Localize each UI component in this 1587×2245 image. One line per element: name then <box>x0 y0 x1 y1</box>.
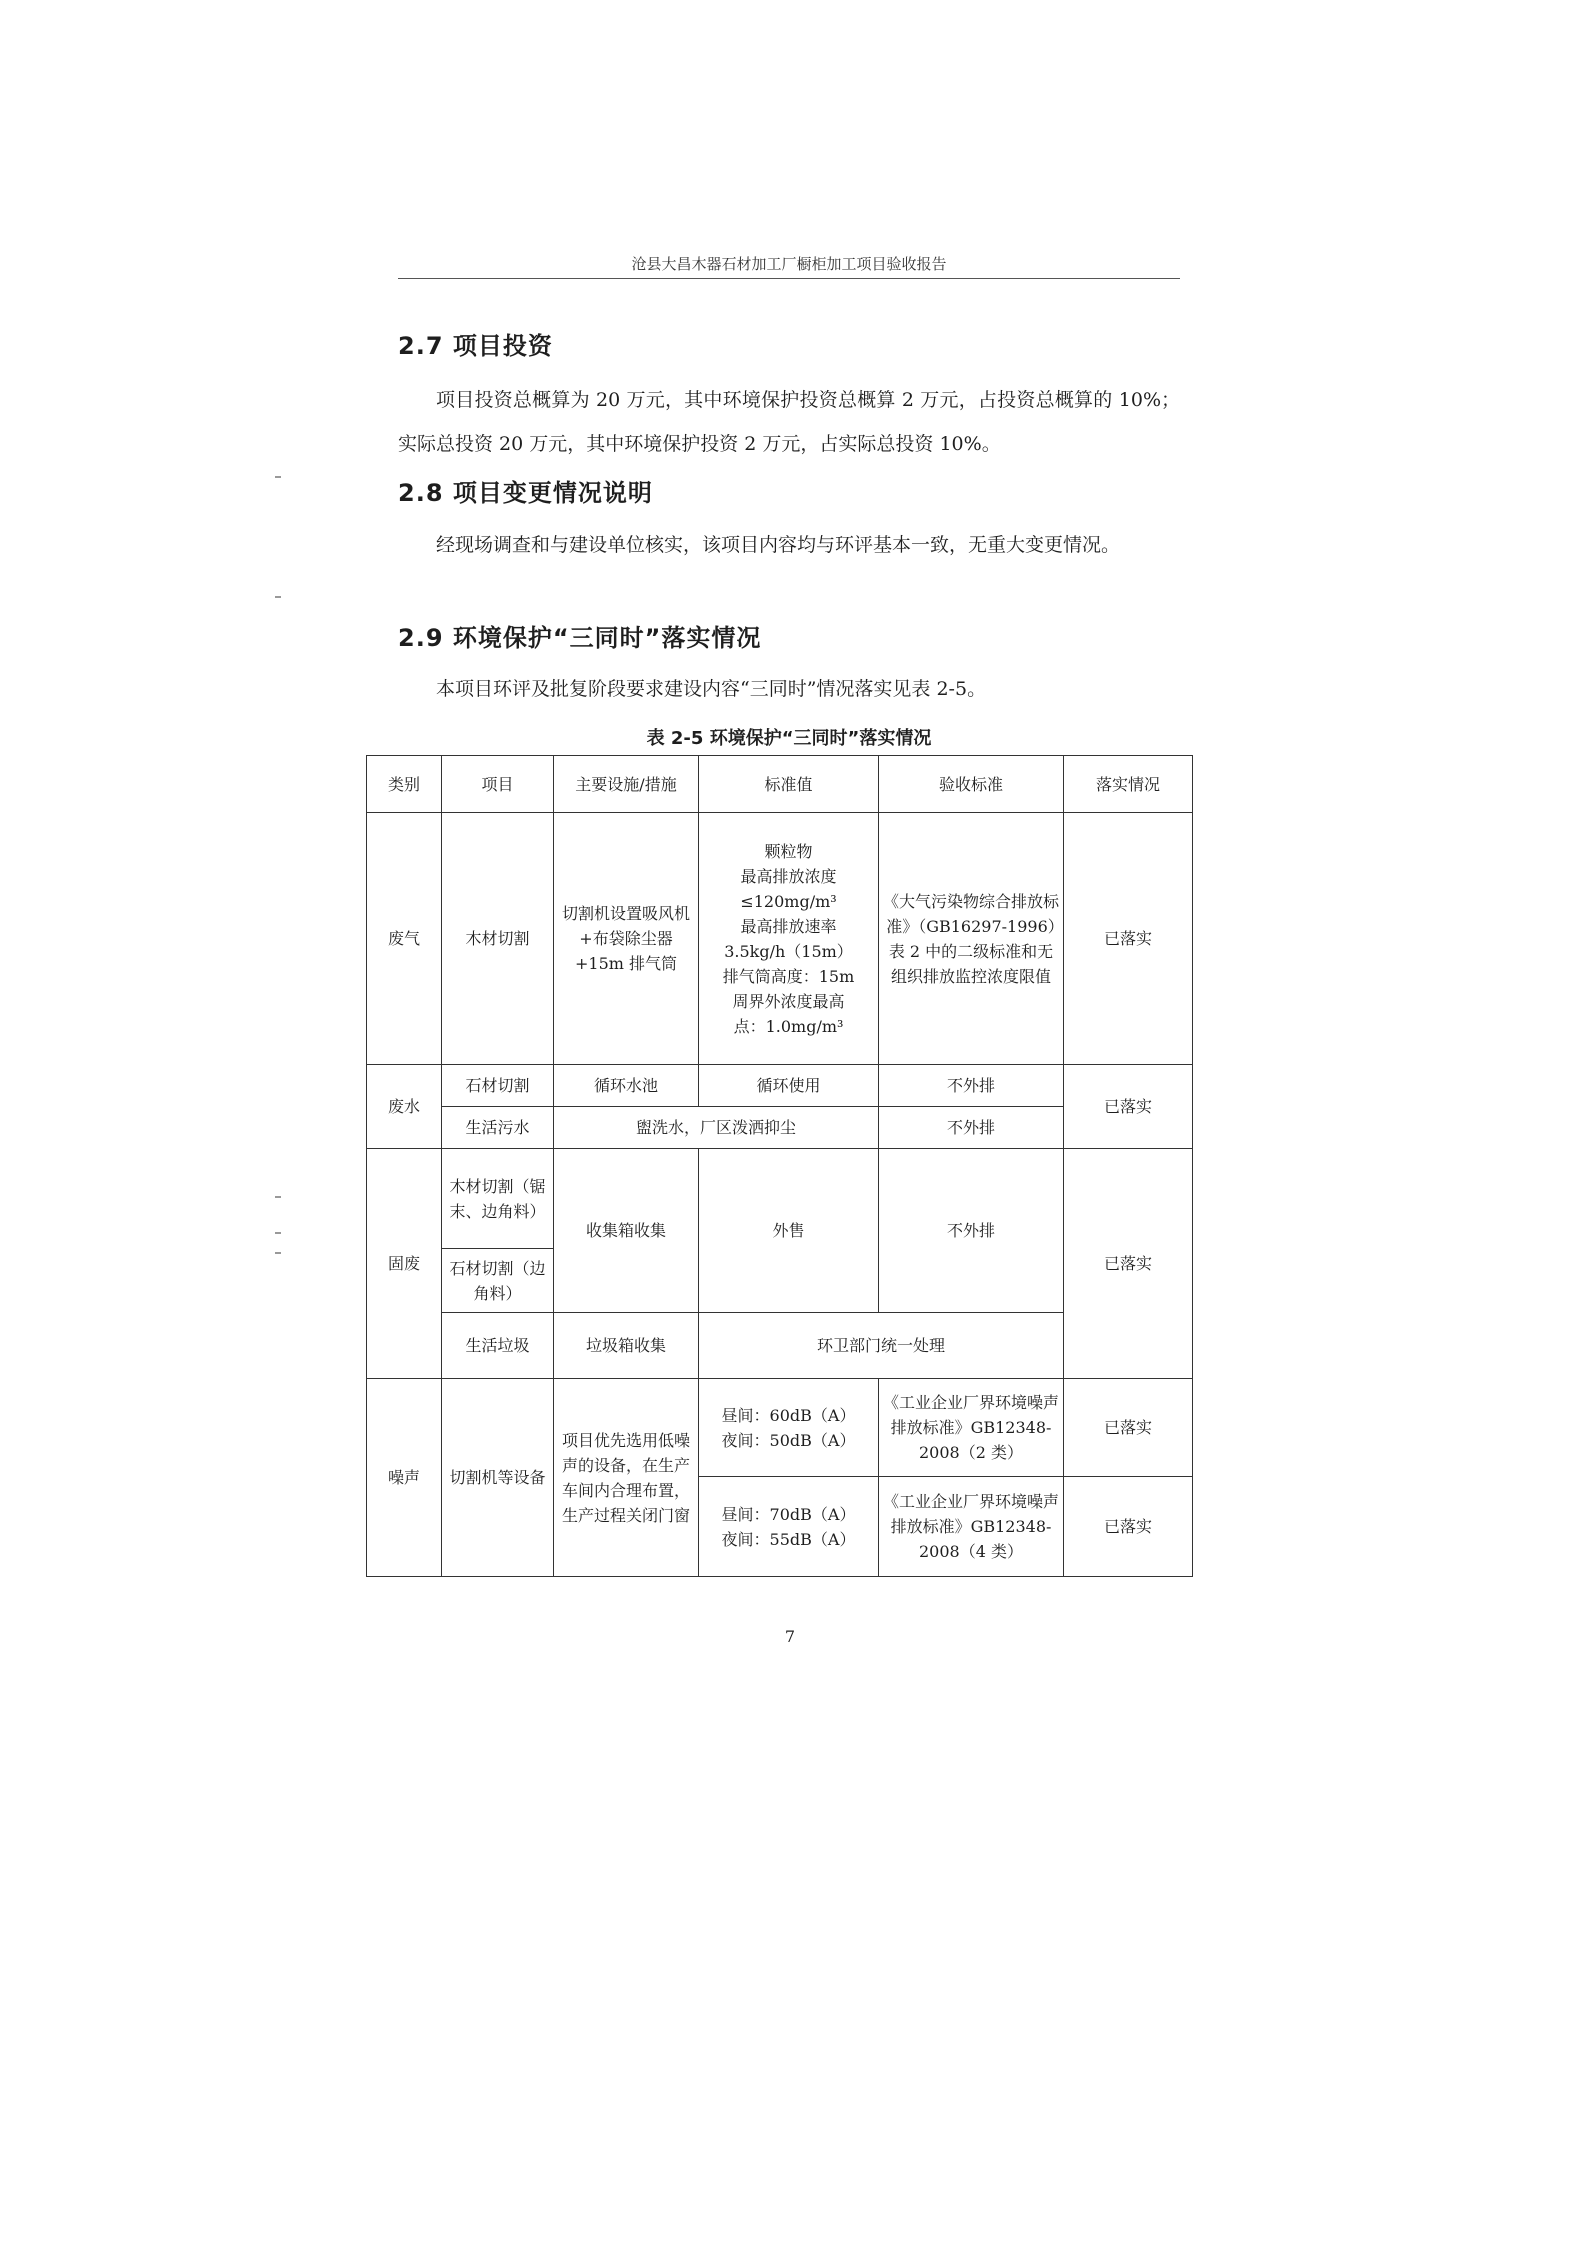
acceptance-cell: 不外排 <box>879 1065 1064 1107</box>
measure-cell: 收集箱收集 <box>554 1149 699 1313</box>
page-number: 7 <box>784 1627 796 1646</box>
table-row <box>367 1379 1193 1477</box>
scan-artifact <box>275 596 281 598</box>
scan-artifact <box>275 476 281 478</box>
table-caption: 表 2-5 环境保护“三同时”落实情况 <box>646 728 932 749</box>
item-cell: 切割机等设备 <box>442 1379 554 1577</box>
category-cell: 噪声 <box>367 1379 442 1577</box>
scan-artifact <box>275 1252 281 1254</box>
header-cell: 落实情况 <box>1064 756 1193 813</box>
header-cell: 类别 <box>367 756 442 813</box>
item-cell: 生活垃圾 <box>442 1313 554 1379</box>
header-cell: 主要设施/措施 <box>554 756 699 813</box>
item-cell: 木材切割 <box>442 813 554 1065</box>
standard-cell: 外售 <box>699 1149 879 1313</box>
acceptance-cell: 《工业企业厂界环境噪声排放标准》GB12348-2008（4 类） <box>879 1477 1064 1577</box>
scan-artifact <box>275 1196 281 1198</box>
item-cell: 石材切割 <box>442 1065 554 1107</box>
table-row <box>367 813 1193 1065</box>
category-cell: 废气 <box>367 813 442 1065</box>
standard-cell: 循环使用 <box>699 1065 879 1107</box>
measure-cell: 盥洗水，厂区泼洒抑尘 <box>554 1107 879 1149</box>
status-cell: 已落实 <box>1064 1379 1193 1477</box>
standard-cell: 颗粒物 最高排放浓度 ≤120mg/m³ 最高排放速率 3.5kg/h（15m） 排气筒高度：15m 周界外浓度最高 点：1.0mg/m³ <box>699 813 879 1065</box>
table-row <box>367 1065 1193 1107</box>
category-cell: 废水 <box>367 1065 442 1149</box>
section-heading: 2.9 环境保护“三同时”落实情况 <box>398 624 762 652</box>
standard-cell: 昼间：60dB（A） 夜间：50dB（A） <box>699 1379 879 1477</box>
section-heading: 2.8 项目变更情况说明 <box>398 479 653 507</box>
header-rule <box>398 278 1180 279</box>
measure-cell: 项目优先选用低噪声的设备，在生产车间内合理布置，生产过程关闭门窗 <box>554 1379 699 1577</box>
status-cell: 已落实 <box>1064 1477 1193 1577</box>
standard-cell: 环卫部门统一处理 <box>699 1313 1064 1379</box>
header-cell: 验收标准 <box>879 756 1064 813</box>
three-simultaneous-table <box>366 755 1193 1577</box>
acceptance-cell: 不外排 <box>879 1149 1064 1313</box>
measure-cell: 循环水池 <box>554 1065 699 1107</box>
section-body: 项目投资总概算为 20 万元，其中环境保护投资总概算 2 万元，占投资总概算的 10%；实际总投资 20 万元，其中环境保护投资 2 万元，占实际总投资 10%。 <box>398 389 1180 455</box>
header-cell: 标准值 <box>699 756 879 813</box>
acceptance-cell: 不外排 <box>879 1107 1064 1149</box>
item-cell: 木材切割（锯末、边角料） <box>442 1149 554 1249</box>
item-cell: 生活污水 <box>442 1107 554 1149</box>
standard-cell: 昼间：70dB（A） 夜间：55dB（A） <box>699 1477 879 1577</box>
status-cell: 已落实 <box>1064 1149 1193 1379</box>
section-body: 经现场调查和与建设单位核实，该项目内容均与环评基本一致，无重大变更情况。 <box>436 534 1121 556</box>
status-cell: 已落实 <box>1064 813 1193 1065</box>
category-cell: 固废 <box>367 1149 442 1379</box>
measure-cell: 切割机设置吸风机+布袋除尘器+15m 排气筒 <box>554 813 699 1065</box>
status-cell: 已落实 <box>1064 1065 1193 1149</box>
table-header-row <box>367 756 1193 813</box>
acceptance-cell: 《大气污染物综合排放标准》（GB16297-1996）表 2 中的二级标准和无组织排放监控浓度限值 <box>879 813 1064 1065</box>
scan-artifact <box>275 1232 281 1234</box>
section-heading: 2.7 项目投资 <box>398 332 553 360</box>
item-cell: 石材切割（边角料） <box>442 1249 554 1313</box>
table-row <box>367 1149 1193 1249</box>
acceptance-cell: 《工业企业厂界环境噪声排放标准》GB12348-2008（2 类） <box>879 1379 1064 1477</box>
header-cell: 项目 <box>442 756 554 813</box>
section-body: 本项目环评及批复阶段要求建设内容“三同时”情况落实见表 2-5。 <box>436 678 987 700</box>
measure-cell: 垃圾箱收集 <box>554 1313 699 1379</box>
running-header: 沧县大昌木器石材加工厂橱柜加工项目验收报告 <box>631 255 947 273</box>
